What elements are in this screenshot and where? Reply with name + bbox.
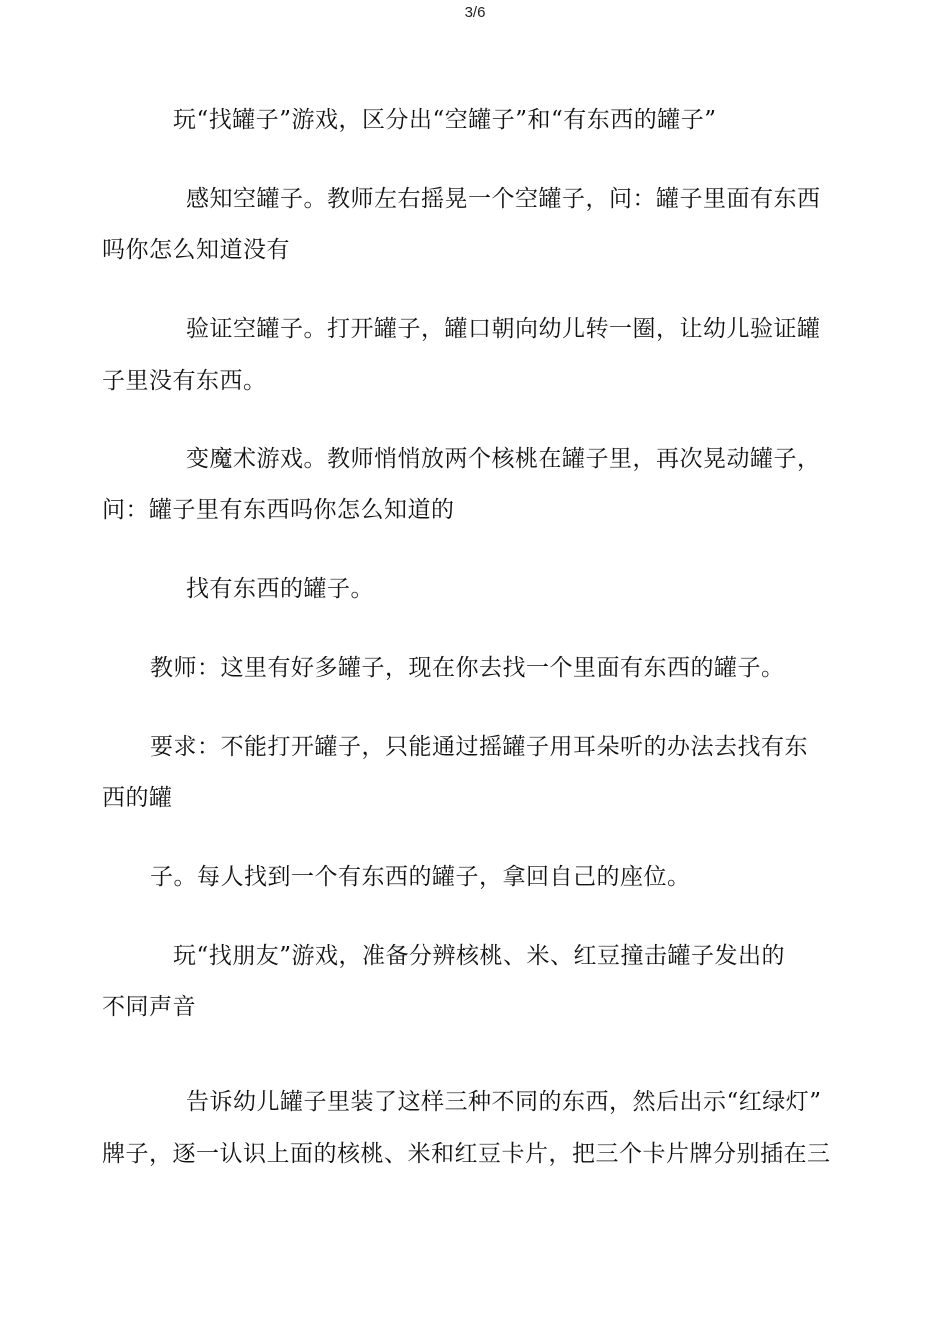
text-line-find-full-jar: 找有东西的罐子。 <box>186 576 374 602</box>
text-line-tell-children: 告诉幼儿罐子里装了这样三种不同的东西，然后出示“红绿灯” <box>186 1089 822 1115</box>
text-line-tell-children-cont: 牌子，逐一认识上面的核桃、米和红豆卡片，把三个卡片牌分别插在三 <box>102 1141 831 1167</box>
text-line-game-find-friend: 玩“找朋友”游戏，准备分辨核桃、米、红豆撞击罐子发出的 <box>173 943 786 969</box>
page-number: 3/6 <box>464 4 486 21</box>
text-line-perceive-empty-jar: 感知空罐子。教师左右摇晃一个空罐子，问：罐子里面有东西 <box>186 186 821 212</box>
text-line-magic-game-cont: 问：罐子里有东西吗你怎么知道的 <box>102 497 455 523</box>
text-line-game-find-jar: 玩“找罐子”游戏，区分出“空罐子”和“有东西的罐子” <box>173 107 717 133</box>
text-line-requirement: 要求：不能打开罐子，只能通过摇罐子用耳朵听的办法去找有东 <box>150 734 808 760</box>
text-line-verify-empty-jar: 验证空罐子。打开罐子，罐口朝向幼儿转一圈，让幼儿验证罐 <box>186 316 821 342</box>
text-line-game-find-friend-cont: 不同声音 <box>102 994 196 1020</box>
text-line-each-person: 子。每人找到一个有东西的罐子，拿回自己的座位。 <box>150 864 691 890</box>
text-line-teacher-says: 教师：这里有好多罐子，现在你去找一个里面有东西的罐子。 <box>150 655 785 681</box>
text-line-perceive-empty-jar-cont: 吗你怎么知道没有 <box>102 237 290 263</box>
text-line-magic-game: 变魔术游戏。教师悄悄放两个核桃在罐子里，再次晃动罐子， <box>186 446 821 472</box>
text-line-verify-empty-jar-cont: 子里没有东西。 <box>102 368 267 394</box>
text-line-requirement-cont: 西的罐 <box>102 785 173 811</box>
